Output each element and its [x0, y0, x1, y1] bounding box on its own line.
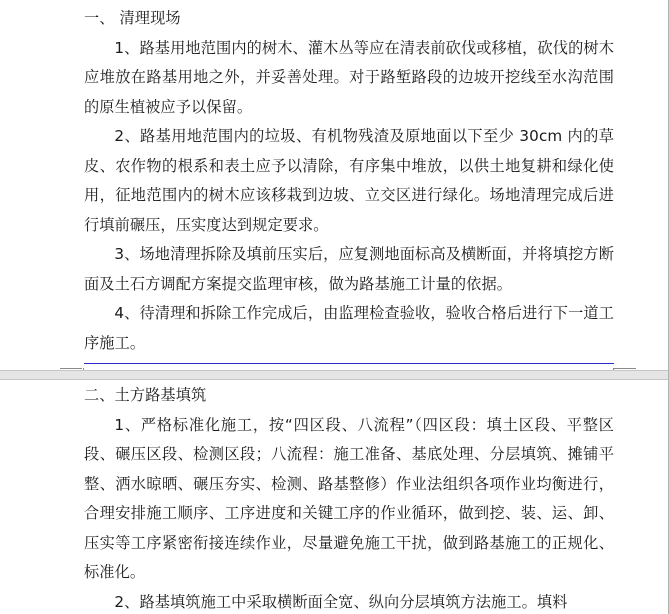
section-heading-2: 二、土方路基填筑: [84, 386, 207, 404]
paragraph: 3、场地清理拆除及填前压实后，应复测地面标高及横断面，并将填挖方断面及土石方调配方案提交监理审核，做为路基施工计量的依据。: [84, 245, 614, 293]
document-page-2: [0, 380, 669, 614]
section-heading-1: 一、 清理现场: [84, 9, 181, 27]
page-1-footer-rule: [84, 363, 614, 364]
paragraph: 4、待清理和拆除工作完成后，由监理检查验收，验收合格后进行下一道工序施工。: [84, 304, 614, 352]
paragraph: 1、严格标准化施工，按“四区段、八流程”（四区段：填土区段、平整区段、碾压区段、检测区段；八流程：施工准备、基底处理、分层填筑、摊铺平整、洒水晾晒、碾压夯实、检测、路基整修）作业法组织各项作业均衡进行，合理安排施工顺序、工序进度和关键工序的作业循环，做到挖、装、运、卸、压实等工序紧密衔接连续作业，尽量避免施工干扰，做到路基施工的正规化、标准化。: [84, 415, 614, 581]
page-2-body: [84, 381, 614, 614]
paragraph: 2、路基用地范围内的垃圾、有机物残渣及原地面以下至少 30cm 内的草皮、农作物的根系和表土应予以清除，有序集中堆放，以供土地复耕和绿化使用，征地范围内的树木应该移栽到边坡、立交区进行绿化。场地清理完成后进行填前碾压，压实度达到规定要求。: [84, 127, 614, 234]
page-1-body: [84, 4, 614, 358]
paragraph: 1、路基用地范围内的树木、灌木丛等应在清表前砍伐或移植，砍伐的树木应堆放在路基用地之外，并妥善处理。对于路堑路段的边坡开挖线至水沟范围的原生植被应予以保留。: [84, 38, 614, 116]
crop-mark: [60, 368, 82, 369]
crop-mark: [614, 368, 636, 369]
page-separator: [0, 370, 669, 380]
paragraph: 2、路基填筑施工中采取横断面全宽、纵向分层填筑方法施工。填料: [114, 592, 568, 611]
